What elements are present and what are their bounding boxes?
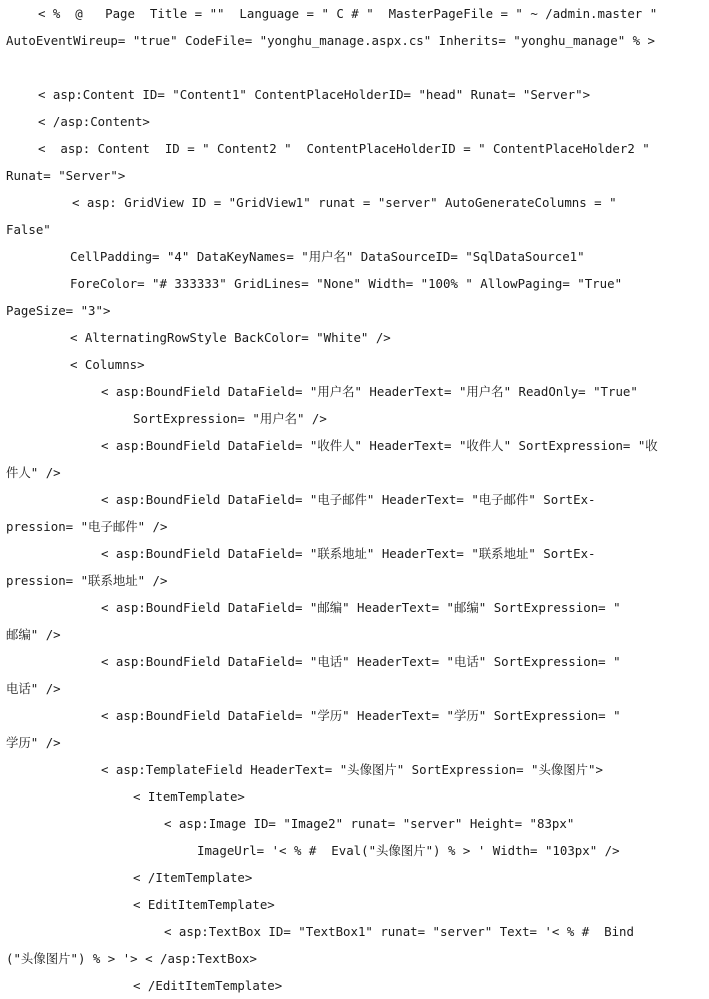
code-line: < asp:BoundField DataField= "学历" HeaderText= "学历" SortExpression= " [101, 708, 621, 723]
code-line: < asp:BoundField DataField= "电话" HeaderText= "电话" SortExpression= " [101, 654, 621, 669]
code-line: < /EditItemTemplate> [133, 978, 283, 993]
code-line: < asp:TemplateField HeaderText= "头像图片" SortExpression= "头像图片"> [101, 762, 603, 777]
code-line: 邮编" /> [6, 627, 61, 642]
code-line: < asp:BoundField DataField= "邮编" HeaderText= "邮编" SortExpression= " [101, 600, 621, 615]
code-line: ForeColor= "# 333333" GridLines= "None" Width= "100% " AllowPaging= "True" [70, 276, 623, 291]
code-line: < asp:BoundField DataField= "联系地址" HeaderText= "联系地址" SortEx- [101, 546, 596, 561]
code-line: < asp:TextBox ID= "TextBox1" runat= "server" Text= '< % # Bind [164, 924, 634, 939]
code-line: < Columns> [70, 357, 145, 372]
code-line: 件人" /> [6, 465, 61, 480]
code-line: < asp:Content ID= "Content1" ContentPlaceHolderID= "head" Runat= "Server"> [38, 87, 591, 102]
code-line: < asp:BoundField DataField= "用户名" HeaderText= "用户名" ReadOnly= "True" [101, 384, 638, 399]
code-line: < asp: Content ID = " Content2 " ContentPlaceHolderID = " ContentPlaceHolder2 " [38, 141, 650, 156]
code-line: < asp:Image ID= "Image2" runat= "server" Height= "83px" [164, 816, 575, 831]
code-line: ImageUrl= '< % # Eval("头像图片") % > ' Width= "103px" /> [197, 843, 620, 858]
code-line: PageSize= "3"> [6, 303, 111, 318]
code-line: < asp:BoundField DataField= "收件人" HeaderText= "收件人" SortExpression= "收 [101, 438, 658, 453]
code-line: < /ItemTemplate> [133, 870, 253, 885]
code-line: < asp: GridView ID = "GridView1" runat = "server" AutoGenerateColumns = " [72, 195, 617, 210]
code-line: 电话" /> [6, 681, 61, 696]
code-line: < /asp:Content> [38, 114, 150, 129]
code-line: ("头像图片") % > '> < /asp:TextBox> [6, 951, 257, 966]
code-line: 学历" /> [6, 735, 61, 750]
code-line: Runat= "Server"> [6, 168, 126, 183]
blank-line [0, 54, 709, 81]
code-line: pression= "联系地址" /> [6, 573, 168, 588]
code-line: < % @ Page Title = "" Language = " C # " MasterPageFile = " ~ /admin.master " [38, 6, 658, 21]
code-line: < AlternatingRowStyle BackColor= "White" /> [70, 330, 391, 345]
code-line: False" [6, 222, 51, 237]
code-line: AutoEventWireup= "true" CodeFile= "yonghu_manage.aspx.cs" Inherits= "yonghu_manage" % > [6, 33, 656, 48]
code-line: CellPadding= "4" DataKeyNames= "用户名" DataSourceID= "SqlDataSource1" [70, 249, 585, 264]
code-line: < asp:BoundField DataField= "电子邮件" HeaderText= "电子邮件" SortEx- [101, 492, 596, 507]
code-line: SortExpression= "用户名" /> [133, 411, 327, 426]
code-line: < ItemTemplate> [133, 789, 245, 804]
code-line: pression= "电子邮件" /> [6, 519, 168, 534]
code-line: < EditItemTemplate> [133, 897, 275, 912]
